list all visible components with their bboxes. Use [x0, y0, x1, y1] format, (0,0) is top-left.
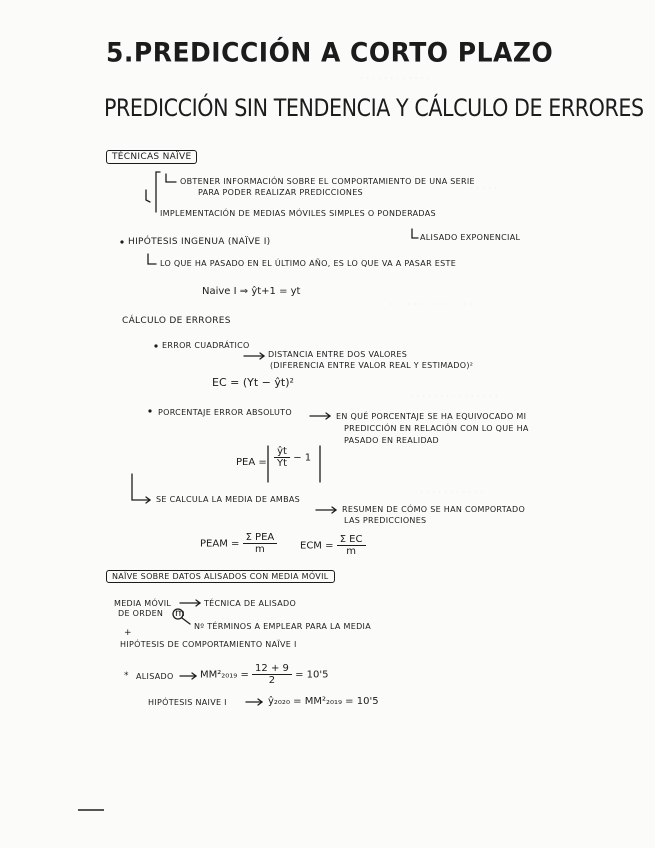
pea-denominator: Yt [277, 458, 288, 469]
plus-sign: + [124, 628, 132, 638]
pea-desc3: PASADO EN REALIDAD [344, 436, 440, 445]
bleed-through: · · · · · · · · · · · · · · · · · · · · · · · · · · · · · · · · · · · · · · · · · · · · · · · · · · · · · · · · · [360, 74, 499, 497]
hipotesis-naive-formula: ŷ₂₀₂₀ = MM²₂₀₁₉ = 10'5 [268, 696, 379, 707]
ec-formula: EC = (Yt − ŷt)² [212, 376, 294, 389]
alisado-star: * [124, 671, 129, 681]
pea-fraction [274, 446, 311, 469]
media-result2: LAS PREDICCIONES [344, 516, 427, 525]
pea-desc2: PREDICCIÓN EN RELACIÓN CON LO QUE HA [344, 424, 529, 433]
pea-lhs: PEA = [236, 457, 267, 468]
alisado-formula [200, 663, 328, 686]
alisado-denominator: 2 [268, 675, 276, 686]
media-result1: RESUMEN DE CÓMO SE HAN COMPORTADO [342, 505, 526, 514]
media-movil-label: MEDIA MÓVIL [114, 599, 172, 608]
pea-numerator: ŷt [274, 446, 290, 458]
peam-numerator: Σ PEA [243, 532, 278, 544]
section-box-naive-alisados: NAÏVE SOBRE DATOS ALISADOS CON MEDIA MÓVIL [106, 570, 335, 583]
page-edge-mark [78, 809, 104, 811]
naive-item1-line2: PARA PODER REALIZAR PREDICCIONES [198, 188, 363, 197]
ecm-denominator: m [346, 546, 356, 557]
ecm-lhs: ECM = [300, 540, 334, 552]
section-box-naive-techniques: TÉCNICAS NAÏVE [106, 150, 197, 164]
peam-denominator: m [255, 544, 265, 555]
media-desc: SE CALCULA LA MEDIA DE AMBAS [156, 495, 301, 504]
hipotesis-desc: LO QUE HA PASADO EN EL ÚLTIMO AÑO, ES LO QUE VA A PASAR ESTE [160, 259, 457, 268]
peam-formula [200, 532, 277, 555]
hipotesis-naive-label: HIPÓTESIS NAIVE I [148, 698, 227, 707]
error-cuadratico-desc2: (DIFERENCIA ENTRE VALOR REAL Y ESTIMADO)² [270, 361, 474, 370]
alisado-numerator: 12 + 9 [252, 663, 292, 675]
error-cuadratico-label: ERROR CUADRÁTICO [162, 341, 250, 350]
alisado-label: ALISADO [136, 672, 174, 681]
page-subtitle: PREDICCIÓN SIN TENDENCIA Y CÁLCULO DE ERRORES [104, 94, 644, 122]
error-cuadratico-desc1: DISTANCIA ENTRE DOS VALORES [268, 350, 408, 359]
naive-item1-line1: OBTENER INFORMACIÓN SOBRE EL COMPORTAMIENTO DE UNA SERIE [180, 177, 475, 186]
page-title: 5.PREDICCIÓN A CORTO PLAZO [106, 37, 554, 68]
naive-item2-sub: ALISADO EXPONENCIAL [420, 233, 521, 242]
naive-item2: IMPLEMENTACIÓN DE MEDIAS MÓVILES SIMPLES O PONDERADAS [160, 209, 436, 218]
peam-lhs: PEAM = [200, 538, 240, 550]
media-movil-m: m [175, 608, 185, 619]
pea-label: PORCENTAJE ERROR ABSOLUTO [158, 408, 292, 417]
alisado-lhs: MM²₂₀₁₉ = [200, 669, 249, 681]
calculo-label: CÁLCULO DE ERRORES [122, 316, 231, 326]
alisado-result: = 10'5 [295, 669, 329, 681]
pea-desc1: EN QUÉ PORCENTAJE SE HA EQUIVOCADO MI [336, 412, 527, 421]
naive-formula: Naive I ⇒ ŷt+1 = yt [202, 286, 301, 297]
hipotesis-label: HIPÓTESIS INGENUA (NAÏVE I) [128, 237, 271, 247]
media-movil-desc: TÉCNICA DE ALISADO [204, 599, 297, 608]
ecm-numerator: Σ EC [337, 534, 366, 546]
media-movil-orden: DE ORDEN [118, 609, 164, 618]
media-movil-terms: Nº TÉRMINOS A EMPLEAR PARA LA MEDIA [194, 622, 371, 631]
hipotesis-naive: HIPÓTESIS DE COMPORTAMIENTO NAÏVE I [120, 640, 297, 649]
ecm-formula [300, 534, 366, 557]
pea-tail: − 1 [293, 452, 312, 464]
